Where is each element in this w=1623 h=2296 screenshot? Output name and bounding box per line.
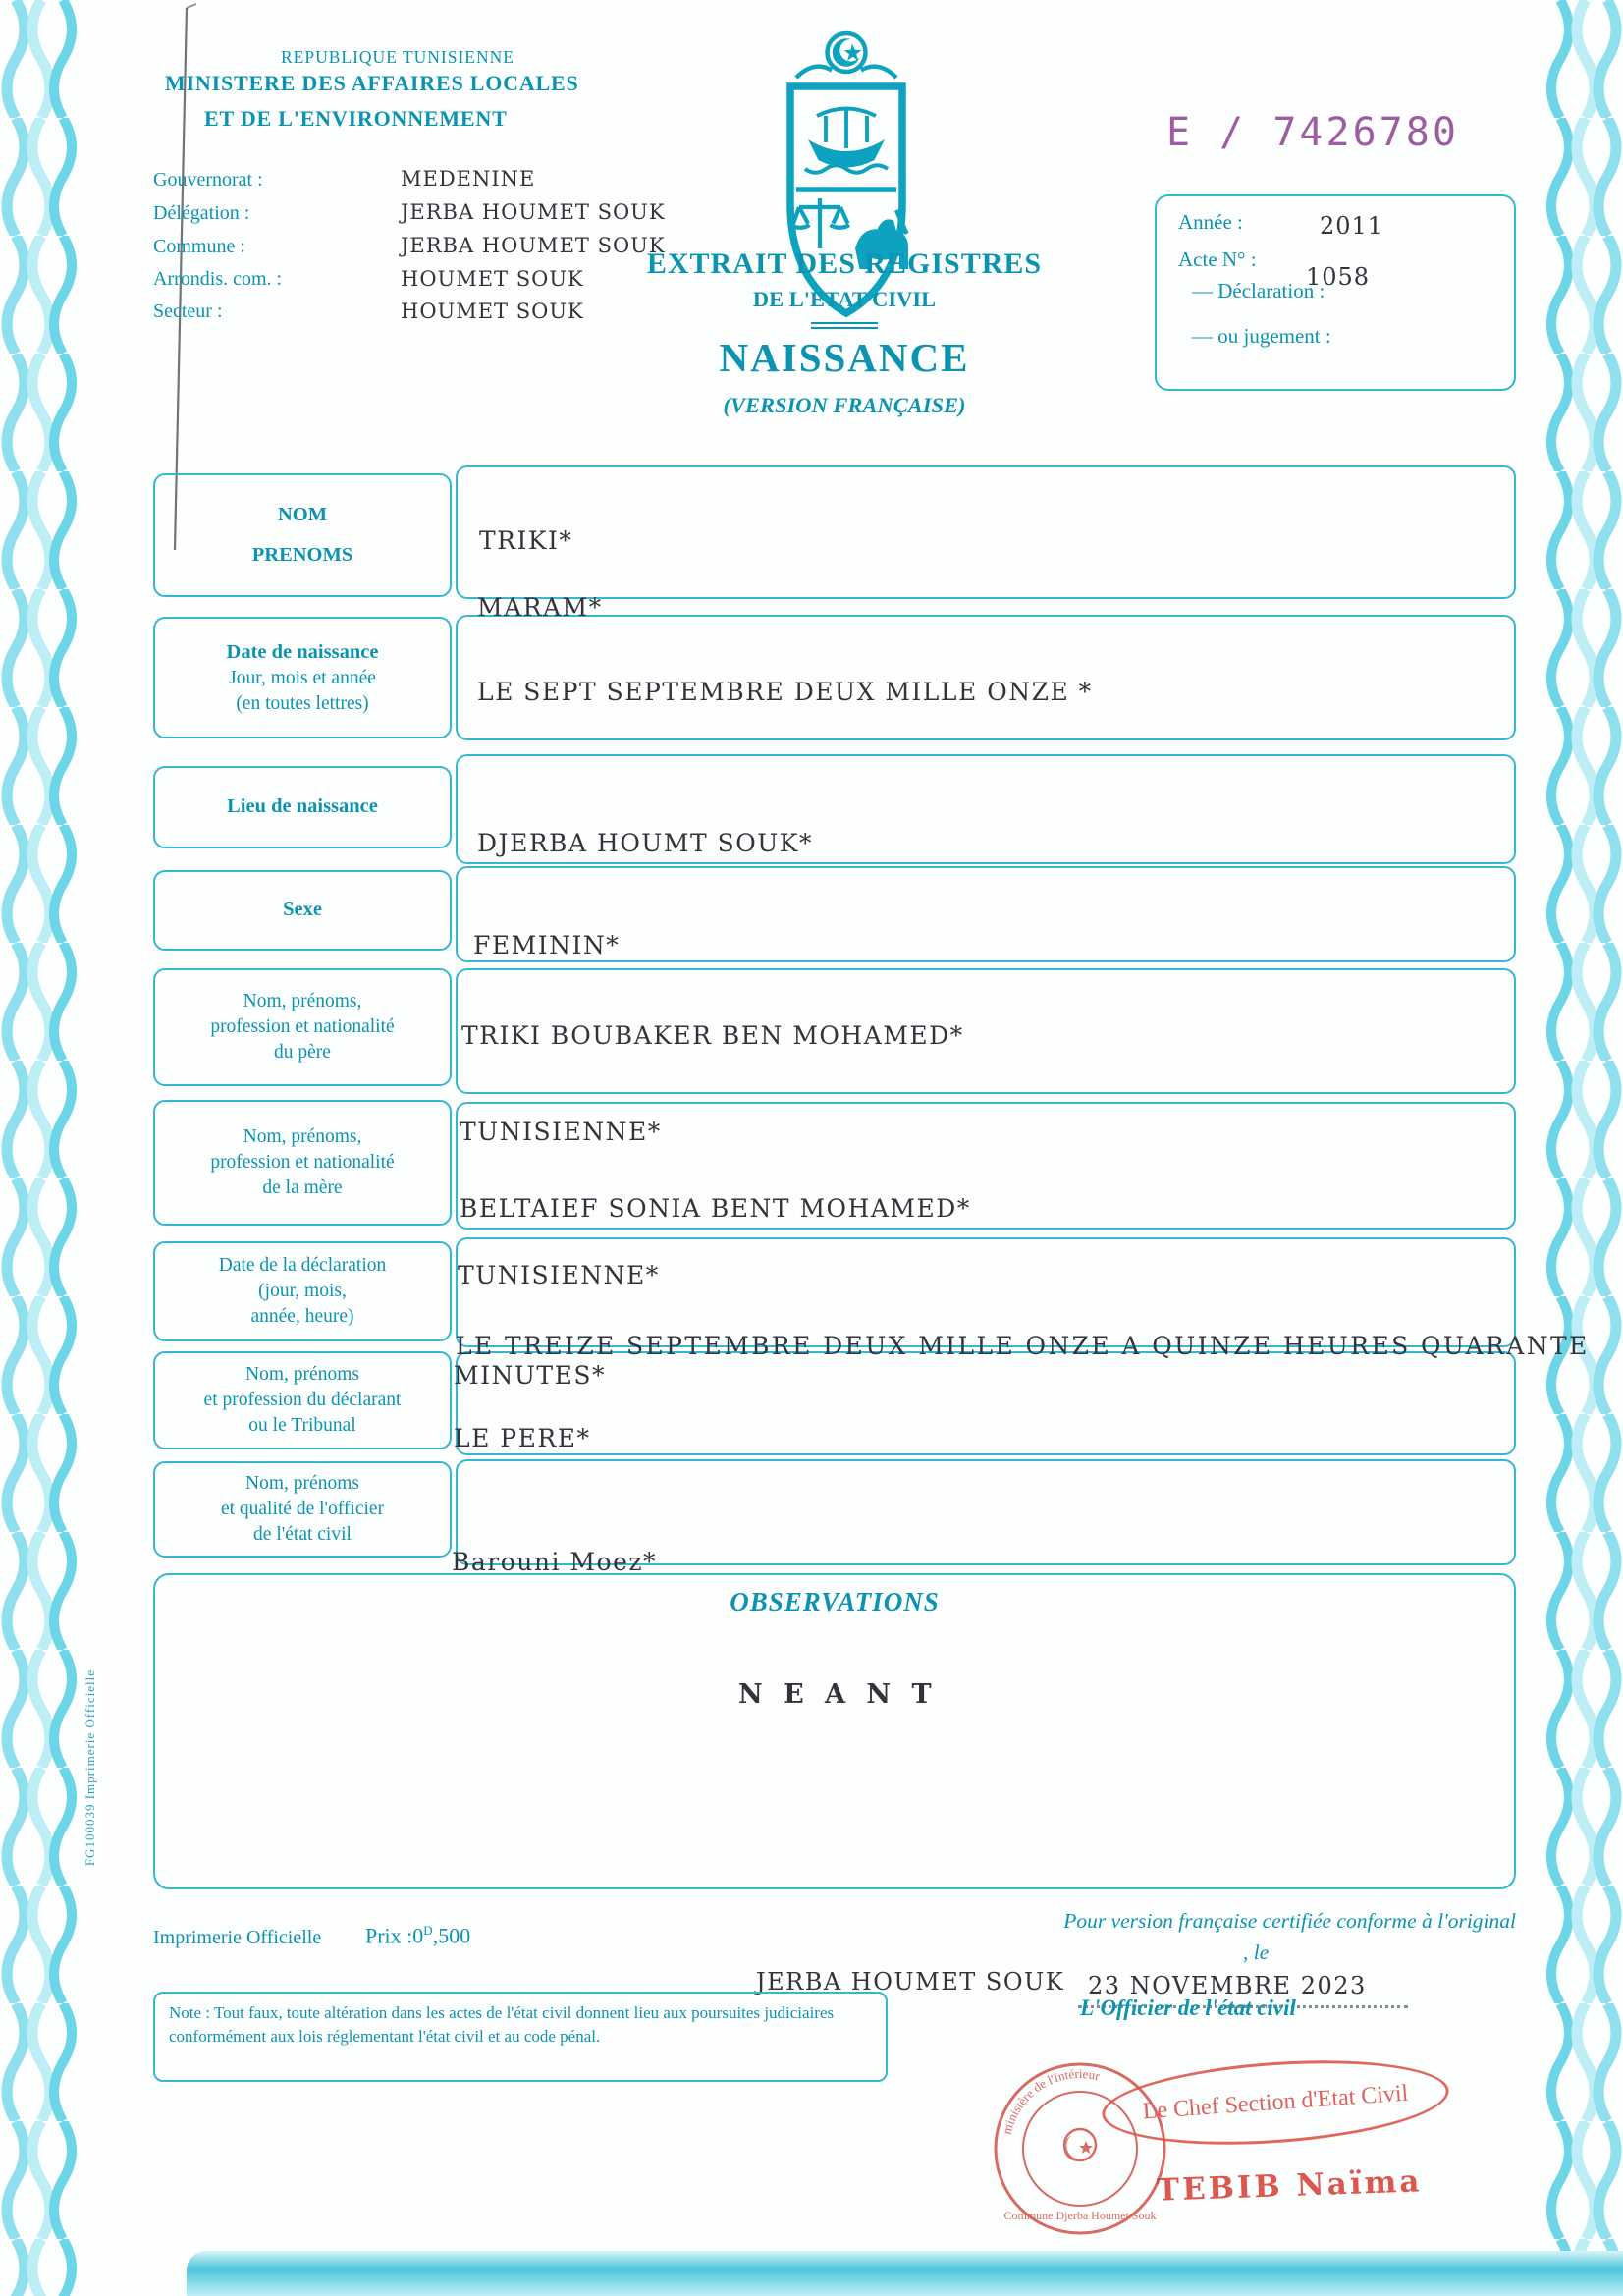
field-label-declarant-line3: ou le Tribunal <box>248 1414 356 1436</box>
republic-title: REPUBLIQUE TUNISIENNE <box>281 47 514 67</box>
admin-label-commune: Commune : <box>153 236 245 257</box>
field-label-declarant <box>153 1351 452 1449</box>
field-label-pere-line2: profession et nationalité <box>210 1016 395 1038</box>
typed-officier: Barouni Moez* <box>452 1548 658 1576</box>
oval-stamp-text: Le Chef Section d'Etat Civil <box>1141 2080 1410 2124</box>
typed-place: JERBA HOUMET SOUK <box>756 1968 1065 1995</box>
prix-text <box>365 1923 470 1948</box>
field-label-declarant-line2: et profession du déclarant <box>203 1390 402 1411</box>
field-label-lieu-naissance <box>153 766 452 848</box>
field-label-sexe-text: Sexe <box>283 899 322 921</box>
admin-label-arrondissement: Arrondis. com. : <box>153 268 283 290</box>
round-stamp-top-text: ministère de l'Intérieur <box>999 2065 1102 2136</box>
typed-sexe: FEMININ* <box>473 931 621 959</box>
field-label-officier-line2: et qualité de l'officier <box>220 1499 385 1520</box>
imprimerie-text: Imprimerie Officielle <box>153 1927 322 1948</box>
field-label-date-naissance-line1: Date de naissance <box>226 640 379 663</box>
legal-note-text: Note : Tout faux, toute altération dans les actes de l'état civil donnent lieu aux poursuites judiciaires conformément aux lois réglementant l'état civil et au code pénal. <box>169 2003 835 2047</box>
admin-label-delegation: Délégation : <box>153 202 250 224</box>
document-title-line2: DE L'ETAT CIVIL <box>752 287 937 311</box>
field-label-sexe <box>153 870 452 951</box>
typed-pere-nationalite: TUNISIENNE* <box>460 1118 662 1146</box>
field-label-date-naissance-line2: Jour, mois et année <box>229 667 376 688</box>
field-label-mere-line1: Nom, prénoms, <box>243 1126 362 1148</box>
typed-nom: TRIKI* <box>479 526 573 555</box>
admin-label-secteur: Secteur : <box>153 301 223 322</box>
admin-value-gouvernorat: MEDENINE <box>401 167 536 191</box>
typed-certification-date: 23 NOVEMBRE 2023 <box>1088 1972 1367 1999</box>
admin-value-arrondissement: HOUMET SOUK <box>401 267 584 291</box>
typed-declarant: LE PERE* <box>454 1424 591 1452</box>
field-label-officier <box>153 1461 452 1558</box>
field-label-pere <box>153 968 452 1086</box>
observations-title: OBSERVATIONS <box>730 1587 940 1616</box>
round-stamp-bottom-text: Commune Djerba Houmet Souk <box>1003 2209 1157 2222</box>
title-underline <box>811 322 878 329</box>
typed-date-declaration-line2: MINUTES* <box>454 1361 606 1390</box>
field-label-declarant-line1: Nom, prénoms <box>245 1364 359 1386</box>
ministry-line1: MINISTERE DES AFFAIRES LOCALES <box>165 71 579 95</box>
field-label-mere-line2: profession et nationalité <box>210 1152 395 1174</box>
field-label-date-declaration <box>153 1241 452 1341</box>
admin-value-delegation: JERBA HOUMET SOUK <box>401 200 666 224</box>
document-title-line1: EXTRAIT DES REGISTRES <box>646 247 1043 280</box>
decorative-wave-border-left <box>0 0 79 2296</box>
scales-icon <box>790 198 849 248</box>
printer-side-code: FG100039 Imprimerie Officielle <box>82 1669 97 1867</box>
prix-sup: D <box>423 1923 433 1938</box>
observations-value: N E A N T <box>738 1679 938 1710</box>
annee-label: Année : <box>1178 210 1243 234</box>
typed-lieu-naissance: DJERBA HOUMT SOUK* <box>477 829 813 857</box>
observations-box <box>153 1573 1516 1889</box>
acte-number-value: 1058 <box>1306 263 1371 291</box>
typed-mere: BELTAIEF SONIA BENT MOHAMED* <box>460 1194 971 1223</box>
field-value-box-declarant <box>456 1351 1516 1455</box>
officer-title: L'Officier de l'état civil <box>1080 1995 1296 2020</box>
field-label-date-declaration-line2: (jour, mois, <box>258 1281 347 1302</box>
field-label-pere-line1: Nom, prénoms, <box>243 991 362 1012</box>
typed-date-naissance: LE SEPT SEPTEMBRE DEUX MILLE ONZE * <box>477 678 1093 706</box>
legal-note-box <box>153 1992 888 2082</box>
field-label-lieu-naissance-text: Lieu de naissance <box>227 795 378 818</box>
field-label-nom-line2: PRENOMS <box>251 544 353 567</box>
field-label-mere-line3: de la mère <box>262 1176 343 1198</box>
typed-prenom: MARAM* <box>477 593 603 622</box>
prix-prefix: Prix :0 <box>365 1923 424 1948</box>
field-label-nom <box>153 473 452 597</box>
field-label-date-declaration-line3: année, heure) <box>250 1305 354 1327</box>
field-label-date-naissance <box>153 617 452 738</box>
field-label-mere <box>153 1100 452 1226</box>
jugement-label: — ou jugement : <box>1192 324 1331 348</box>
signer-name: TEBIB Naïma <box>1156 2163 1424 2209</box>
document-title-main: NAISSANCE <box>719 335 970 380</box>
field-label-officier-line1: Nom, prénoms <box>245 1473 359 1495</box>
admin-value-secteur: HOUMET SOUK <box>401 300 584 323</box>
stamp-crescent-star-icon <box>1063 2129 1096 2161</box>
prix-suffix: ,500 <box>432 1923 471 1948</box>
certification-line2: , le <box>1243 1941 1270 1964</box>
field-value-box-nom <box>456 465 1516 599</box>
acte-number-label: Acte N° : <box>1178 247 1257 271</box>
typed-pere: TRIKI BOUBAKER BEN MOHAMED* <box>461 1021 964 1050</box>
admin-value-commune: JERBA HOUMET SOUK <box>401 234 666 257</box>
typed-mere-nationalite: TUNISIENNE* <box>458 1261 660 1289</box>
document-title-subtitle: (VERSION FRANÇAISE) <box>723 393 966 417</box>
field-label-pere-line3: du père <box>274 1041 331 1063</box>
ministry-line2: ET DE L'ENVIRONNEMENT <box>204 106 508 131</box>
serial-number: E / 7426780 <box>1166 110 1459 155</box>
annee-value: 2011 <box>1320 212 1384 240</box>
field-label-nom-line1: NOM <box>277 503 328 525</box>
admin-label-gouvernorat: Gouvernorat : <box>153 169 263 191</box>
field-label-date-naissance-line3: (en toutes lettres) <box>236 692 369 714</box>
field-label-officier-line3: de l'état civil <box>253 1523 352 1545</box>
bottom-cyan-band <box>187 2251 1623 2296</box>
declaration-label: — Déclaration : <box>1192 279 1325 302</box>
decorative-wave-border-right <box>1544 0 1623 2296</box>
field-label-date-declaration-line1: Date de la déclaration <box>218 1255 387 1277</box>
certification-line1: Pour version française certifiée conforme à l'original <box>1063 1909 1516 1933</box>
typed-date-declaration-line1: LE TREIZE SEPTEMBRE DEUX MILLE ONZE A QUINZE HEURES QUARANTE <box>456 1332 1590 1360</box>
